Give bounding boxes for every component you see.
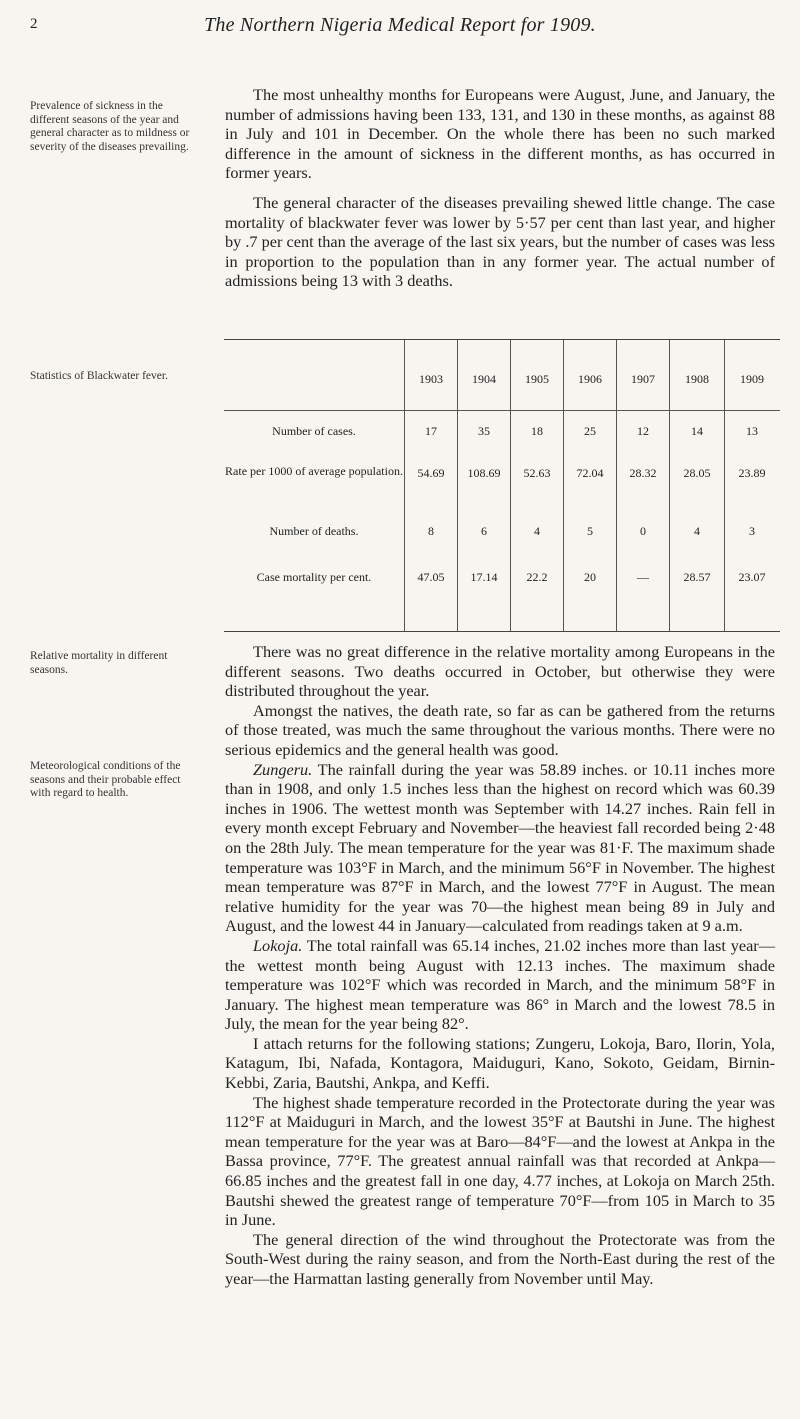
table-cell: 4 xyxy=(694,524,700,538)
table-cell: 8 xyxy=(428,524,434,538)
table-cell: 35 xyxy=(478,424,490,438)
table-cell: 17.14 xyxy=(470,570,498,584)
table-cell: 52.63 xyxy=(523,466,551,480)
zungeru-text: The rainfall during the year was 58.89 inches. or 10.11 inches more than in 1908, and only 1.5 inches less than the highest on record which was 60.39 inches in 1906. The wettest month was September with 14.27 inches. Rain fell in every month except February and November—the heaviest fall recorded being 2·48 on the 28th July. The mean temperature for the year was 81·F. The maximum shade temperature was 103°F in March, and the minimum 56°F in November. The highest mean temperature was 87°F in March, and the lowest 77°F in August. The mean relative humidity for the year was 70—the highest mean being 89 in July and August, and the lowest 44 in January—calculated from readings taken at 9 a.m. xyxy=(225,759,775,936)
side-note-meteorological: Meteorological conditions of the seasons and their probable effect with regard to health. xyxy=(30,760,181,799)
table-cell: 12 xyxy=(637,424,649,438)
table-cell: 3 xyxy=(749,524,755,538)
table-cell: 17 xyxy=(425,424,437,438)
table-cell: 14 xyxy=(691,424,703,438)
table-cell: 28.05 xyxy=(683,466,711,480)
table-cell: 54.69 xyxy=(417,466,445,480)
paragraph-protectorate: The highest shade temperature recorded in the Protectorate during the year was 112°F at Maiduguri in March, and the lowest 35°F at Bautshi in June. The highest mean temperature for the year was at Baro—84°F—and the lowest at Ankpa in the Bassa province, 77°F. The greatest annual rainfall was that recorded at Ankpa—66.85 inches and the greatest fall in one day, 4.77 inches, at Lokoja on March 25th. Bautshi shewed the greatest range of temperature 70°F—from 105 in March to 35 in June. xyxy=(225,1092,775,1230)
table-cell: 22.2 xyxy=(526,570,548,584)
paragraph-admissions: The most unhealthy months for Europeans were August, June, and January, the number of admissions having been 133, 131, and 130 in these months, as against 88 in July and 101 in December. On the whole there has been no such marked difference in the amount of sickness in the different months, as has occurred in former years. xyxy=(225,85,775,183)
table-cell: — xyxy=(637,570,649,584)
year-header: 1903 xyxy=(419,372,443,386)
paragraph-wind: The general direction of the wind throughout the Protectorate was from the South-West during the rainy season, and from the North-East during the rest of the year—the Harmattan lasting generally from November until May. xyxy=(225,1229,775,1288)
table-cell: 18 xyxy=(531,424,543,438)
table-cell: 13 xyxy=(746,424,758,438)
table-cell: 25 xyxy=(584,424,596,438)
table-cell: 0 xyxy=(640,524,646,538)
table-cell: 28.32 xyxy=(629,466,657,480)
row-label-case-mortality: Case mortality per cent. xyxy=(256,570,372,584)
paragraph-diseases: The general character of the diseases prevailing shewed little change. The case mortality of blackwater fever was lower by 5·57 per cent than last year, and higher by .7 per cent than the average of the last six years, but the number of cases was less in proportion to the population than in any former year. The actual number of admissions being 13 with 3 deaths. xyxy=(225,192,775,291)
table-cell: 23.89 xyxy=(738,466,766,480)
row-label-deaths: Number of deaths. xyxy=(269,524,359,538)
place-zungeru: Zungeru. xyxy=(253,759,313,779)
side-note-prevalence: Prevalence of sickness in the different seasons of the year and general character as to mildness or severity of the diseases prevailing. xyxy=(30,100,190,153)
blackwater-table xyxy=(224,339,780,632)
side-note-blackwater: Statistics of Blackwater fever. xyxy=(30,370,168,382)
year-header: 1904 xyxy=(472,372,496,386)
running-head: The Northern Nigeria Medical Report for 1909. xyxy=(204,14,596,36)
row-label-cases: Number of cases. xyxy=(272,424,356,438)
table-cell: 108.69 xyxy=(467,466,501,480)
lokoja-text: The total rainfall was 65.14 inches, 21.02 inches more than last year—the wettest month being August with 12.13 inches. The maximum shade temperature was 102°F which was recorded in March, and the minimum 58°F in January. The highest mean temperature was 86° in March and the lowest 78.5 in July, the mean for the year being 82°. xyxy=(225,935,775,1034)
table-cell: 4 xyxy=(534,524,540,538)
table-cell: 6 xyxy=(481,524,487,538)
year-header: 1907 xyxy=(631,372,655,386)
paragraph-natives: Amongst the natives, the death rate, so far as can be gathered from the returns of those treated, was much the same throughout the various months. There were no serious epidemics and the general health was good. xyxy=(225,700,775,759)
table-cell: 23.07 xyxy=(738,570,766,584)
body-block-top xyxy=(225,85,775,291)
paragraph-stations: I attach returns for the following stations; Zungeru, Lokoja, Baro, Ilorin, Yola, Katagum, Ibi, Nafada, Kontagora, Maiduguri, Kano, Sokoto, Geidam, Birnin-Kebbi, Zaria, Bautshi, Ankpa, and Keffi. xyxy=(225,1033,775,1093)
paragraph-lokoja xyxy=(225,936,775,1034)
table-cell: 28.57 xyxy=(683,570,711,584)
table-cell: 5 xyxy=(587,524,593,538)
side-note-relative: Relative mortality in different seasons. xyxy=(30,650,168,676)
table-cell: 47.05 xyxy=(417,570,445,584)
table-cell: 20 xyxy=(584,570,596,584)
row-label-rate: Rate per 1000 of average population. xyxy=(225,464,403,478)
year-header: 1908 xyxy=(685,372,709,386)
paragraph-relative-mortality: There was no great difference in the relative mortality among Europeans in the different seasons. Two deaths occurred in October, but otherwise they were distributed throughout the year. xyxy=(225,642,775,701)
year-header: 1906 xyxy=(578,372,602,386)
paragraph-zungeru xyxy=(225,760,775,936)
body-block-main xyxy=(225,642,775,1289)
page-number: 2 xyxy=(30,16,38,32)
place-lokoja: Lokoja. xyxy=(253,935,303,955)
table-cell: 72.04 xyxy=(576,466,604,480)
year-header: 1909 xyxy=(740,372,764,386)
year-header: 1905 xyxy=(525,372,549,386)
